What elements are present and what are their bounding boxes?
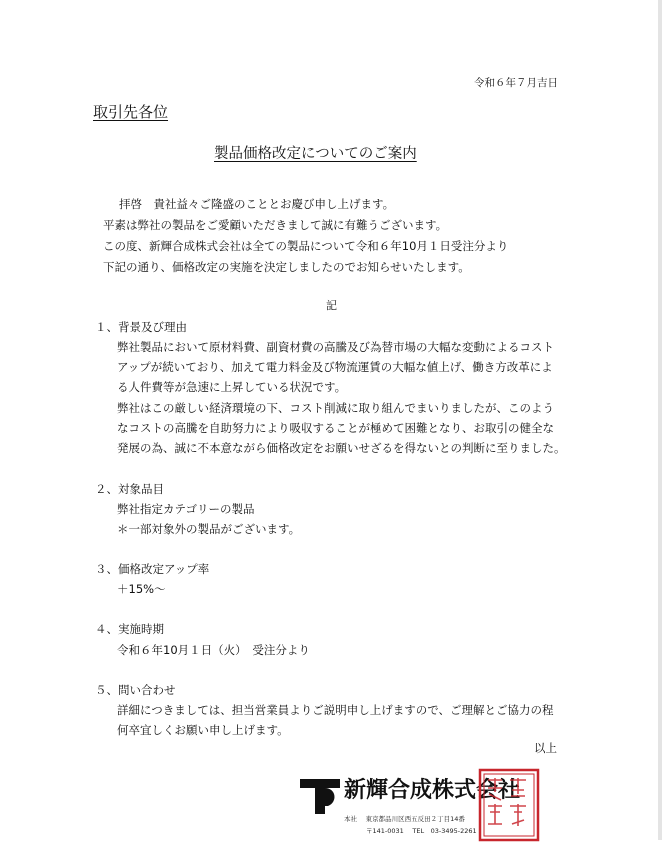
intro-line-1: 拝啓 貴社益々ご隆盛のこととお慶び申し上げます。 (119, 197, 395, 211)
telephone: TEL 03-3495-2261 (412, 827, 477, 835)
document-title: 製品価格改定についてのご案内 (214, 146, 417, 162)
section-body-line: 詳細につきましては、担当営業員よりご説明申し上げますので、ご理解とご協力の程 (117, 703, 554, 717)
ki-marker: 記 (326, 299, 337, 312)
company-name: 新輝合成株式会社 (344, 778, 521, 803)
section-body-line: 弊社指定カテゴリーの製品 (117, 502, 255, 516)
section-body-line: る人件費等が急速に上昇している状況です。 (117, 380, 347, 394)
section-body-line: 弊社はこの厳しい経済環境の下、コスト削減に取り組んでまいりましたが、このよう (117, 401, 554, 415)
section-heading-timing: ４、実施時期 (95, 622, 164, 636)
section-body-line: 発展の為、誠に不本意ながら価格改定をお願いせざるを得ないとの判断に至りました。 (117, 441, 566, 455)
closing-ijou: 以上 (534, 741, 557, 755)
right-page-edge (658, 0, 662, 840)
intro-line-2: 平素は弊社の製品をご愛顧いただきまして誠に有難うございます。 (103, 218, 448, 232)
section-heading-rate: ３、価格改定アップ率 (95, 562, 210, 576)
office-label: 本社 (344, 815, 357, 823)
section-heading-background: １、背景及び理由 (95, 320, 187, 334)
section-body-line: アップが続いており、加えて電力料金及び物流運賃の大幅な値上げ、働き方改革によ (117, 360, 553, 374)
issue-date: 令和６年７月吉日 (474, 77, 558, 89)
office-address: 東京都品川区西五反田２丁目14番 (365, 815, 465, 823)
company-logo-icon (300, 776, 340, 816)
postal-code: 〒141-0031 (366, 827, 404, 835)
section-body-line: 令和６年10月１日（火） 受注分より (117, 643, 310, 657)
section-heading-target: ２、対象品目 (95, 482, 164, 496)
intro-line-3: この度、新輝合成株式会社は全ての製品について令和６年10月１日受注分より (103, 239, 509, 253)
section-body-line: 弊社製品において原材料費、副資材費の高騰及び為替市場の大幅な変動によるコスト (117, 340, 554, 354)
contact-line (366, 828, 477, 835)
company-footer (0, 766, 662, 840)
company-seal-stamp (478, 768, 540, 842)
section-body-line: ＊一部対象外の製品がございます。 (117, 522, 301, 536)
section-heading-contact: ５、問い合わせ (95, 683, 176, 697)
section-body-line: ＋15%～ (117, 582, 166, 596)
addressee: 取引先各位 (93, 103, 169, 121)
section-body-line: なコストの高騰を自助努力により吸収することが極めて困難となり、お取引の健全な (117, 421, 554, 435)
section-body-line: 何卒宜しくお願い申し上げます。 (117, 723, 289, 737)
address-line (344, 816, 465, 823)
intro-line-4: 下記の通り、価格改定の実施を決定しましたのでお知らせいたします。 (103, 260, 470, 274)
